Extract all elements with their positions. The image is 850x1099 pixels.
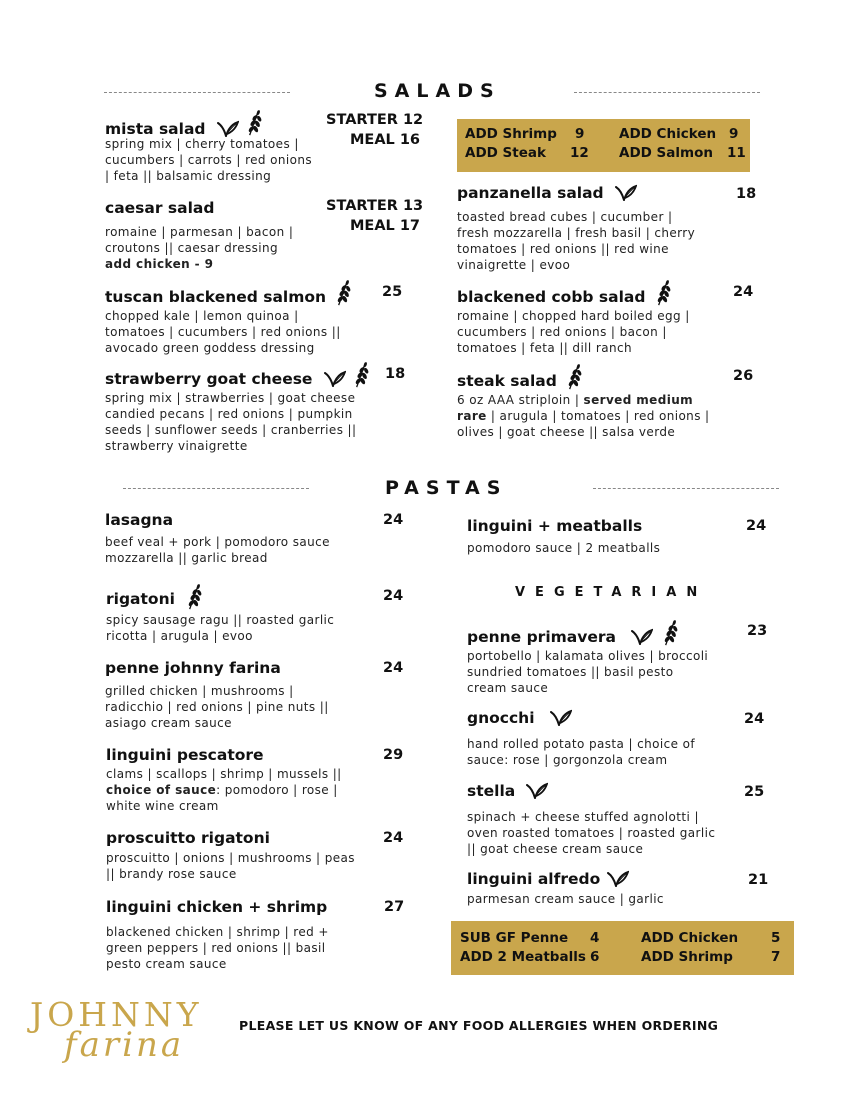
item-description: beef veal + pork | pomodoro sauce mozzarella || garlic bread — [105, 535, 330, 565]
item-description: parmesan cream sauce | garlic — [467, 892, 664, 906]
item-price: 24 — [383, 512, 404, 528]
item-name: mista salad — [105, 120, 206, 138]
menu-item-panzanella-salad — [457, 183, 637, 202]
item-description: spring mix | strawberries | goat cheese candied pecans | red onions | pumpkin seeds | sunflower seeds | cranberries || strawberry vinaigrette — [105, 391, 357, 453]
item-price-starter: STARTER 12 — [326, 112, 424, 128]
item-price: 24 — [746, 518, 767, 534]
menu-item-mista-salad — [105, 110, 262, 138]
addon-label: ADD Shrimp — [465, 126, 557, 142]
vegetarian-leaf-icon — [526, 782, 548, 800]
pastas-title: PASTAS — [385, 477, 508, 499]
gluten-free-wheat-icon — [566, 364, 582, 390]
menu-item-lasagna — [105, 510, 173, 529]
addon-label: ADD 2 Meatballs — [460, 949, 586, 965]
addon-price: 12 — [570, 145, 589, 161]
vegetarian-leaf-icon — [324, 370, 346, 388]
item-price: 25 — [744, 784, 765, 800]
item-name: panzanella salad — [457, 184, 604, 202]
logo-wordmark-script: farina — [64, 1025, 185, 1065]
vegetarian-leaf-icon — [615, 184, 637, 202]
item-price-meal: MEAL 17 — [350, 218, 421, 234]
logo-wordmark-top: JOHNNY — [30, 995, 203, 1034]
menu-item-tuscan-blackened-salmon — [105, 280, 351, 306]
menu-item-caesar-salad — [105, 198, 214, 217]
addon-price: 7 — [771, 949, 781, 965]
addon-label: ADD Chicken — [641, 930, 739, 946]
menu-item-linguini-pescatore — [106, 745, 264, 764]
item-price: 24 — [744, 711, 765, 727]
menu-item-rigatoni — [106, 584, 202, 610]
menu-item-penne-primavera — [467, 620, 678, 646]
item-description: 6 oz AAA striploin | served medium rare | arugula | tomatoes | red onions | olives | goat cheese || salsa verde — [457, 393, 710, 439]
item-description: hand rolled potato pasta | choice of sauce: rose | gorgonzola cream — [467, 737, 695, 767]
addon-price: 11 — [727, 145, 746, 161]
item-name: gnocchi — [467, 709, 535, 727]
vegetarian-leaf-icon — [631, 628, 653, 646]
addon-label: ADD Salmon — [619, 145, 713, 161]
item-name: strawberry goat cheese — [105, 370, 313, 388]
item-name: lasagna — [105, 511, 174, 529]
item-description: spinach + cheese stuffed agnolotti | oven roasted tomatoes | roasted garlic || goat cheese cream sauce — [467, 810, 716, 856]
vegetarian-leaf-icon — [607, 870, 629, 888]
divider-left — [104, 92, 290, 93]
item-description: romaine | parmesan | bacon | croutons || caesar dressing add chicken - 9 — [105, 225, 294, 271]
item-name: stella — [467, 782, 516, 800]
item-description: grilled chicken | mushrooms | radicchio | red onions | pine nuts || asiago cream sauce — [105, 684, 329, 730]
vegetarian-title: VEGETARIAN — [515, 585, 708, 600]
menu-item-proscuitto-rigatoni — [106, 828, 270, 847]
addon-price: 6 — [590, 949, 600, 965]
gluten-free-wheat-icon — [186, 584, 202, 610]
menu-item-linguini-alfredo — [467, 869, 629, 888]
gluten-free-wheat-icon — [662, 620, 678, 646]
pasta-addons-box — [451, 921, 794, 975]
item-description: chopped kale | lemon quinoa | tomatoes | cucumbers | red onions || avocado green goddess dressing — [105, 309, 341, 355]
item-name: penne primavera — [467, 628, 616, 646]
menu-item-strawberry-goat-cheese — [105, 362, 369, 388]
allergy-notice: PLEASE LET US KNOW OF ANY FOOD ALLERGIES WHEN ORDERING — [239, 1018, 719, 1033]
menu-item-linguini-chicken-shrimp — [106, 897, 327, 916]
addon-label: ADD Steak — [465, 145, 546, 161]
addon-price: 9 — [729, 126, 739, 142]
item-price: 24 — [383, 830, 404, 846]
menu-item-blackened-cobb-salad — [457, 280, 671, 306]
menu-item-linguini-meatballs — [467, 516, 642, 535]
item-price: 23 — [747, 623, 768, 639]
item-price: 26 — [733, 368, 754, 384]
item-price: 24 — [383, 660, 404, 676]
item-description: blackened chicken | shrimp | red + green peppers | red onions || basil pesto cream sauce — [106, 925, 329, 971]
divider-left — [123, 488, 309, 489]
item-price-starter: STARTER 13 — [326, 198, 424, 214]
item-name: linguini chicken + shrimp — [106, 898, 328, 916]
item-description: spring mix | cherry tomatoes | cucumbers | carrots | red onions | feta || balsamic dressing — [105, 137, 313, 183]
gluten-free-wheat-icon — [246, 110, 262, 136]
vegetarian-leaf-icon — [550, 709, 572, 727]
item-price: 18 — [385, 366, 406, 382]
item-name: steak salad — [457, 372, 557, 390]
item-description: spicy sausage ragu || roasted garlic ricotta | arugula | evoo — [106, 613, 335, 643]
item-description: proscuitto | onions | mushrooms | peas || brandy rose sauce — [106, 851, 355, 881]
menu-item-stella — [467, 781, 548, 800]
item-price: 24 — [383, 588, 404, 604]
addon-label: SUB GF Penne — [460, 930, 569, 946]
gluten-free-wheat-icon — [335, 280, 351, 306]
addon-label: ADD Shrimp — [641, 949, 733, 965]
divider-right — [574, 92, 760, 93]
item-price: 24 — [733, 284, 754, 300]
item-name: penne johnny farina — [105, 659, 281, 677]
item-price: 18 — [736, 186, 757, 202]
item-description: portobello | kalamata olives | broccoli sundried tomatoes || basil pesto cream sauce — [467, 649, 709, 695]
salads-title: SALADS — [374, 80, 501, 102]
item-name: caesar salad — [105, 199, 215, 217]
item-price: 21 — [748, 872, 769, 888]
addon-label: ADD Chicken — [619, 126, 717, 142]
item-name: linguini alfredo — [467, 870, 601, 888]
item-name: tuscan blackened salmon — [105, 288, 327, 306]
divider-right — [593, 488, 779, 489]
item-price: 27 — [384, 899, 405, 915]
item-price: 29 — [383, 747, 404, 763]
item-name: linguini pescatore — [106, 746, 264, 764]
item-price-meal: MEAL 16 — [350, 132, 421, 148]
item-name: rigatoni — [106, 590, 175, 608]
addon-price: 9 — [575, 126, 585, 142]
gluten-free-wheat-icon — [655, 280, 671, 306]
item-name: proscuitto rigatoni — [106, 829, 270, 847]
item-price: 25 — [382, 284, 403, 300]
gluten-free-wheat-icon — [353, 362, 369, 388]
item-name: blackened cobb salad — [457, 288, 646, 306]
item-description: romaine | chopped hard boiled egg | cucumbers | red onions | bacon | tomatoes | feta || dill ranch — [457, 309, 690, 355]
menu-item-steak-salad — [457, 364, 582, 390]
item-description: toasted bread cubes | cucumber | fresh mozzarella | fresh basil | cherry tomatoes | red onions || red wine vinaigrette | evoo — [457, 210, 696, 272]
addon-price: 4 — [590, 930, 600, 946]
item-description: clams | scallops | shrimp | mussels || choice of sauce: pomodoro | rose | white wine cream — [106, 767, 342, 813]
addon-price: 5 — [771, 930, 781, 946]
salad-addons-box — [457, 119, 750, 172]
item-description: pomodoro sauce | 2 meatballs — [467, 541, 661, 555]
menu-item-penne-johnny-farina — [105, 658, 281, 677]
menu-item-gnocchi — [467, 708, 572, 727]
johnny-farina-logo — [30, 995, 210, 1085]
item-name: linguini + meatballs — [467, 517, 643, 535]
